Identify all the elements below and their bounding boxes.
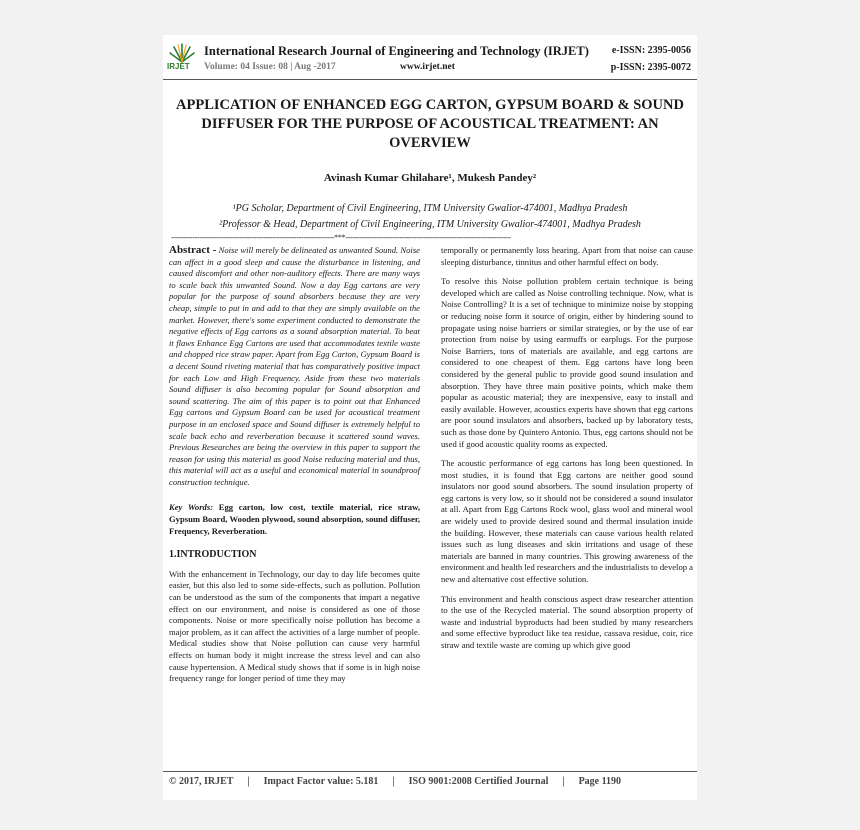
footer-iso: ISO 9001:2008 Certified Journal	[408, 776, 549, 787]
page-footer	[169, 776, 621, 787]
journal-name: International Research Journal of Engineering and Technology (IRJET)	[204, 44, 589, 58]
paper-title: APPLICATION OF ENHANCED EGG CARTON, GYPSUM BOARD & SOUND DIFFUSER FOR THE PURPOSE OF ACOUSTICAL TREATMENT: AN OVERVIEW	[176, 97, 684, 151]
e-issn: e-ISSN: 2395-0056	[611, 45, 691, 56]
abstract-text: Noise will merely be delineated as unwanted Sound. Noise can affect in a good sleep and cause the disturbance in listening, and caused discomfort and other non-auditory effects. There are many ways to scale back this unwanted Sound. Now a day Egg cartons are very popular for the purpose of sound absorbers because they are very cheap, simple to put in and add to that they are simply available on the market. However, there's some experiment conducted to demonstrate the negative effects of Egg cartons as a sound absorption material. To beat it flaws Enhance Egg Cartons are used that accommodates textile waste and chopped rice straw paper. Apart from Egg Carton, Gypsum Board is a decent Sound riveting material that has comparatively positive impact for each Low and High Frequency. Aside from these two materials Sound diffuser is also becoming popular for Sound absorption and sound scattering. The aim of this paper is to point out that Enhanced Egg cartons and Gypsum Board can be used for acoustical treatment purpose in an enclosed space and Sound diffuser is extremely helpful to scale back echo and reverberation because it scattered sound waves. Previous Researches are being the overview in this paper to support the reason for using this material as good Noise reducing material and thus, this material will act as a useful and economical material in soundproof construction technique.	[169, 245, 420, 487]
paragraph: To resolve this Noise pollution problem certain technique is being developed which are called as Noise controlling technique. Now, what is Noise Controlling? It is a set of technique to minimize noise by stopping or reducing noise form it source of origin, either by hindering sound to propagate using noise barriers or similar strategies, or by the use of ear protection from noise by using earmuffs or earplugs. For the purpose Noise Barriers, tons of materials are available, and egg cartons are considered to one cheapest of them. Egg cartons have long been considered by the general public to provide good sound insulation and absorption. They have three main positive points, which make them popular as acoustic material; they are inexpensive, easy to install and easily available. However, acoustics experts have shown that egg cartons are poor sound insulators and absorbers, backed up by laboratory tests, such as those done by Quintero Antonio. Thus, egg cartons should not be used if good acoustic quality rooms as expected.	[441, 276, 693, 449]
logo-label: IRJET	[167, 62, 190, 71]
section-heading-introduction: 1.INTRODUCTION	[169, 549, 257, 561]
footer-copyright: © 2017, IRJET	[169, 776, 234, 787]
footer-separator: |	[562, 776, 565, 787]
volume-issue: Volume: 04 Issue: 08 | Aug -2017	[204, 62, 336, 72]
left-column	[169, 245, 420, 693]
p-issn: p-ISSN: 2395-0072	[610, 62, 691, 73]
header-divider	[163, 79, 697, 80]
footer-separator: |	[247, 776, 250, 787]
journal-header	[163, 35, 697, 85]
footer-separator: |	[392, 776, 395, 787]
introduction-paragraph: With the enhancement in Technology, our day to day life becomes quite easier, but this also led to some side-effects, such as pollution. Pollution can be understood as the sum of the components that impart a negative effect on our environment, and noise is considered as one of those components. Noise or more specifically noise pollution has become a major problem, as it can affect the activities of a large number of people. Medical studies show that Noise pollution can cause very harmful effects on human body it might increase the stress level and can also cause hypertension. A Medical study shows that if some is in high noise frequency range for longer period of time they may	[169, 568, 420, 684]
paper-page	[163, 35, 697, 800]
abstract-label: Abstract -	[169, 244, 217, 256]
irjet-logo-icon	[167, 40, 197, 80]
abstract	[169, 245, 420, 488]
section-separator: ---------------------------------------------------------------------***----------------------------------------------------------------------	[171, 233, 511, 242]
footer-impact-factor: Impact Factor value: 5.181	[263, 776, 379, 787]
paper-authors: Avinash Kumar Ghilahare¹, Mukesh Pandey²	[323, 172, 537, 184]
keywords-text: Egg carton, low cost, textile material, rice straw, Gypsum Board, Wooden plywood, sound absorption, sound diffuser, Frequency, Reverberation.	[169, 502, 420, 536]
footer-divider	[163, 771, 697, 772]
affiliation-2: ²Professor & Head, Department of Civil Engineering, ITM University Gwalior-474001, Madhya Pradesh	[219, 219, 641, 230]
footer-page-number: Page 1190	[578, 776, 622, 787]
paragraph: This environment and health conscious aspect draw researcher attention to the use of the Recycled material. The sound absorption property of waste and industrial byproducts had been studied by many researchers and some effective byproduct like tea residue, cassava residue, coir, rice straw and textile waste are coming up which give good	[441, 593, 693, 650]
keywords-label: Key Words:	[169, 502, 214, 513]
affiliation-1: ¹PG Scholar, Department of Civil Engineering, ITM University Gwalior-474001, Madhya Pradesh	[232, 203, 628, 214]
keywords	[169, 502, 420, 537]
paragraph: temporally or permanently loss hearing. Apart from that noise can cause sleeping disturbance, tinnitus and other harmful effect on body.	[441, 245, 693, 267]
paragraph: The acoustic performance of egg cartons has long been questioned. In most studies, it is found that Egg cartons are neither good sound insulators nor good sound absorbers. The sound insulation property of egg cartons is very low, so it should not be considered a sound insulator at all. Apart from Egg Cartons Rock wool, glass wool and mineral wool are widely used to provide desired sound and thermal insulation inside the building. However, these materials can cause various health related issues such as lung diseases and skin irritations and usage of these materials are banned in many countries. This growing awareness of the environment and health led researchers and the industrialists to develop a new and alternative cost effective solution.	[441, 458, 694, 585]
journal-website-link[interactable]: www.irjet.net	[400, 62, 455, 72]
right-column	[441, 245, 693, 660]
